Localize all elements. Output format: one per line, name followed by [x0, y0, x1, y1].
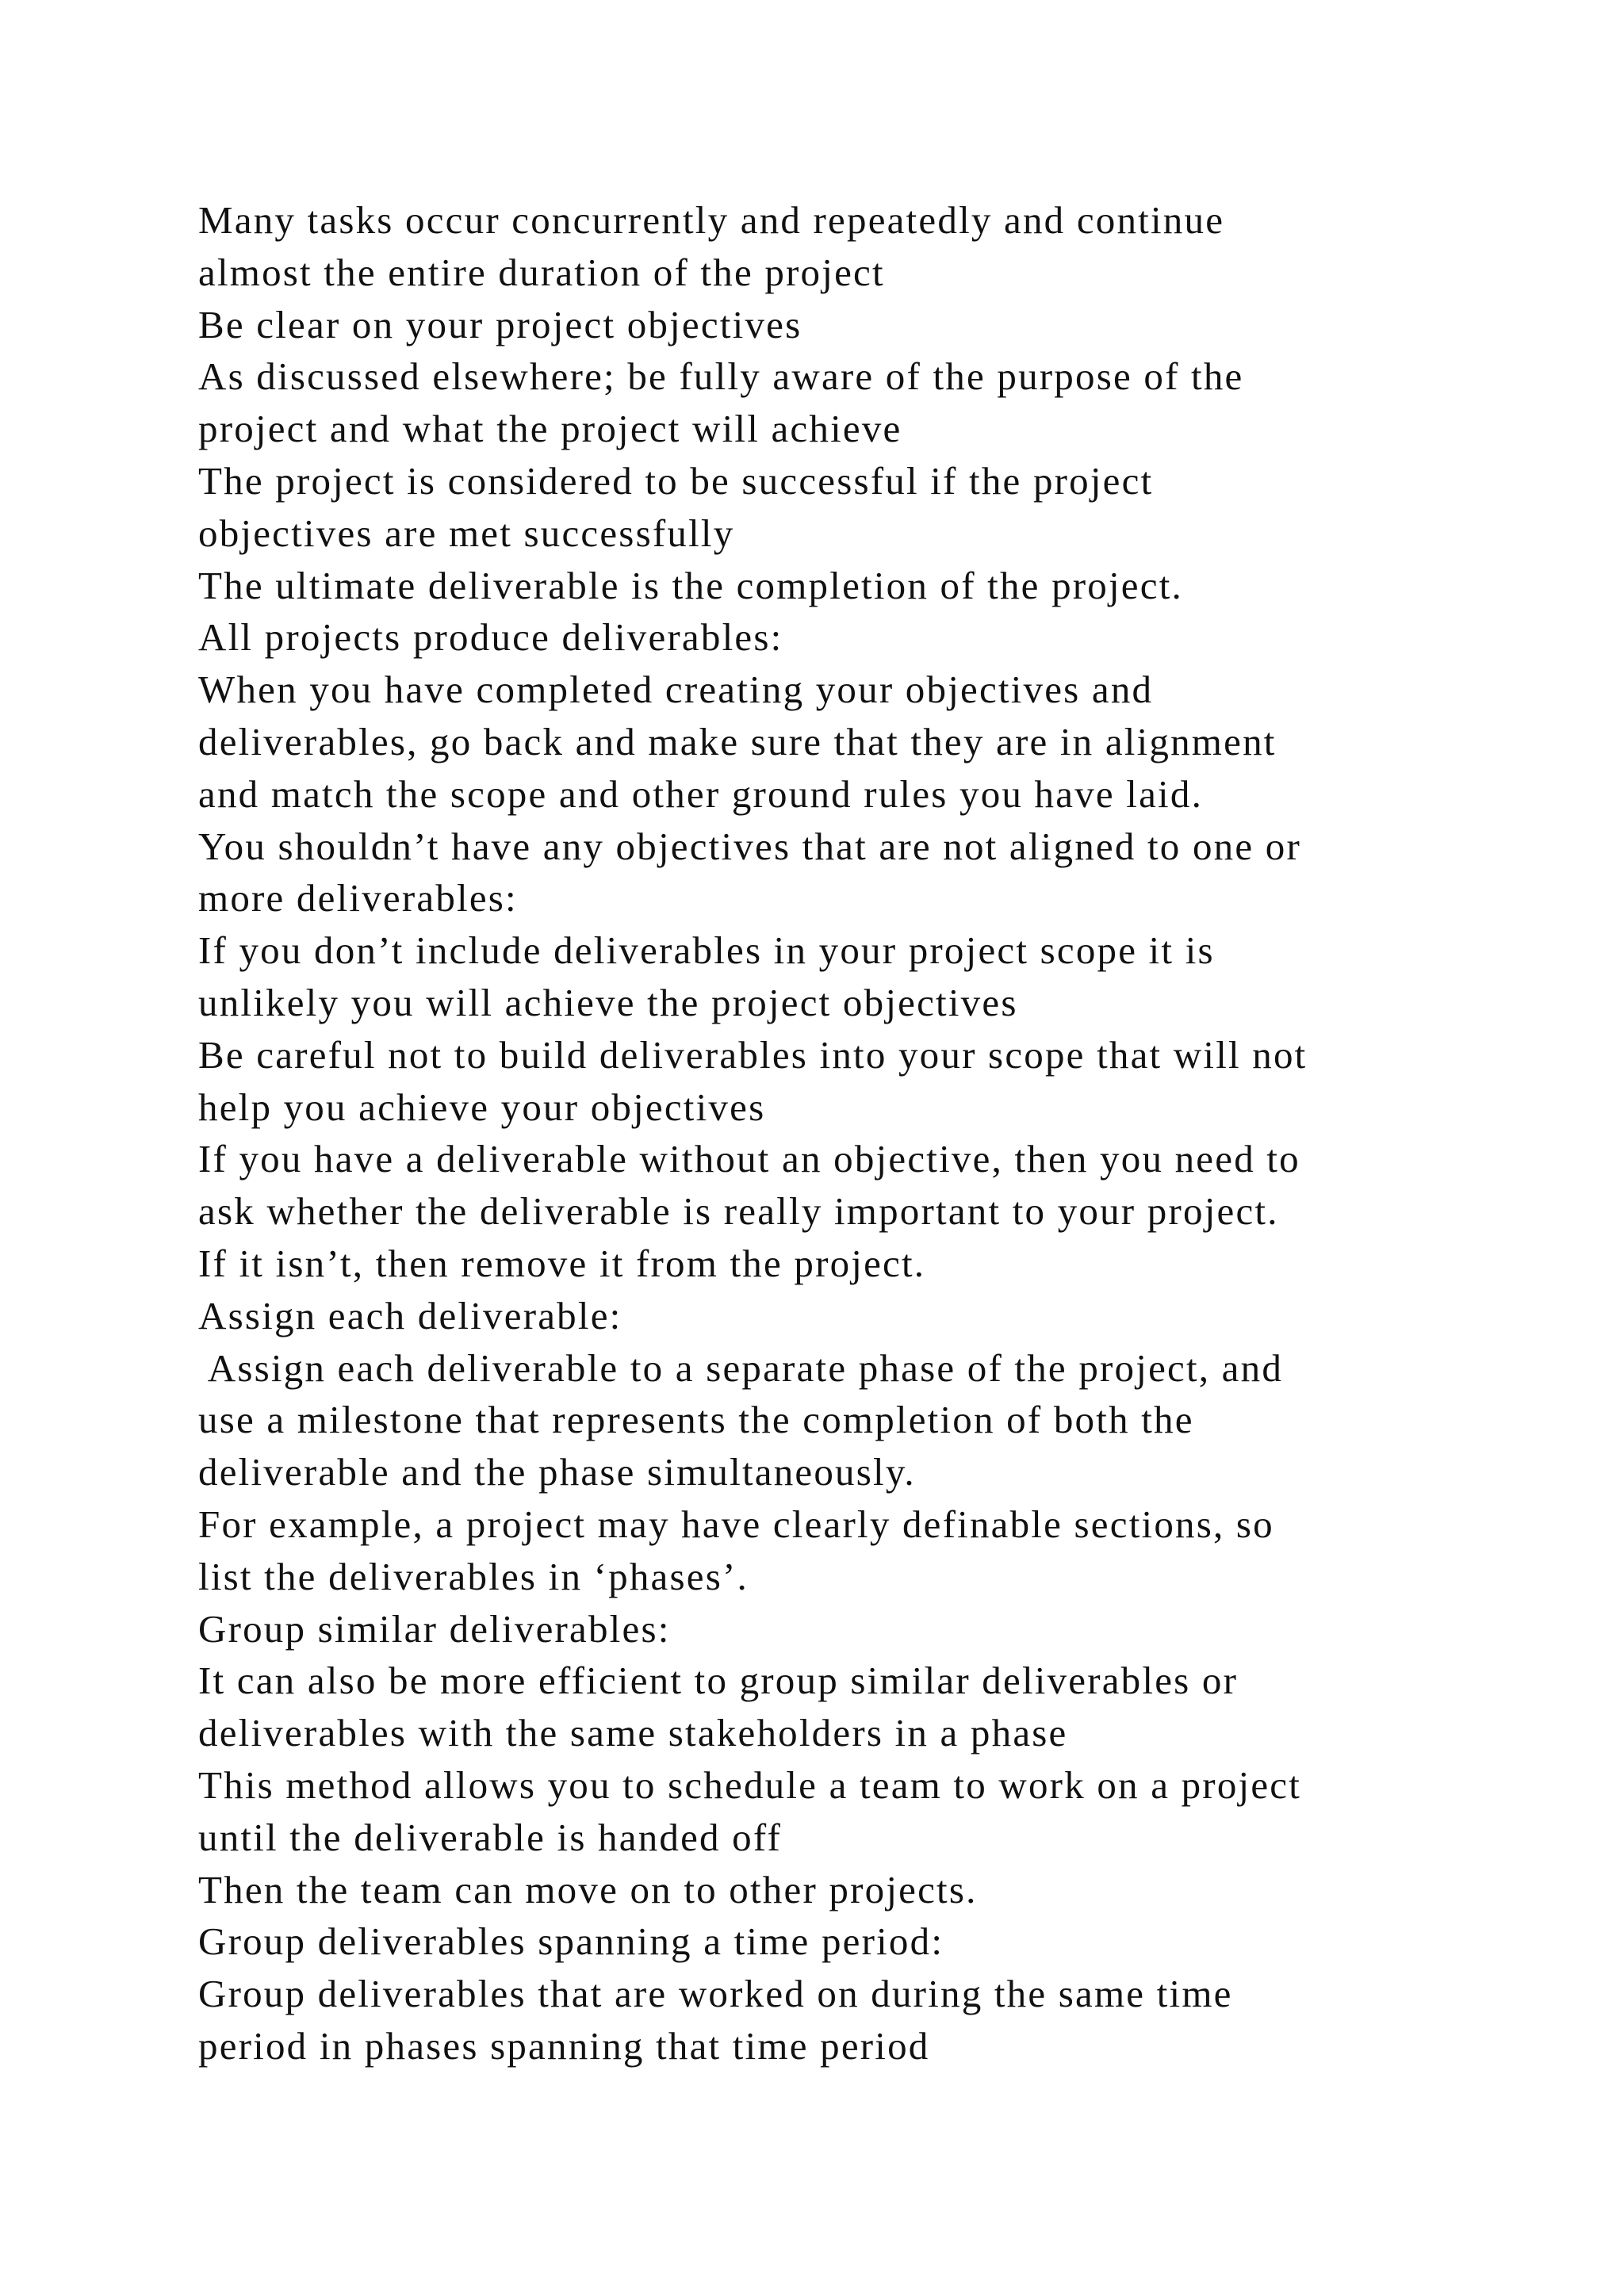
text-line: and match the scope and other ground rules you have laid. [198, 771, 1204, 816]
text-line: All projects produce deliverables: [198, 615, 783, 660]
text-line: You shouldn’t have any objectives that are not aligned to one or [198, 824, 1301, 868]
text-line: deliverables, go back and make sure that they are in alignment [198, 719, 1277, 763]
text-line: For example, a project may have clearly definable sections, so [198, 1502, 1274, 1546]
text-line: list the deliverables in ‘phases’. [198, 1554, 749, 1598]
text-line: If it isn’t, then remove it from the project. [198, 1241, 926, 1285]
text-line: Assign each deliverable to a separate phase of the project, and [198, 1345, 1284, 1390]
text-line: period in phases spanning that time period [198, 2023, 930, 2068]
text-line: until the deliverable is handed off [198, 1815, 783, 1859]
text-line: objectives are met successfully [198, 511, 735, 555]
text-line: deliverables with the same stakeholders in a phase [198, 1711, 1068, 1755]
text-line: ask whether the deliverable is really important to your project. [198, 1189, 1279, 1234]
text-line: When you have completed creating your objectives and [198, 668, 1154, 712]
text-line: almost the entire duration of the project [198, 250, 885, 294]
text-line: This method allows you to schedule a team to work on a project [198, 1762, 1302, 1807]
text-line: Group deliverables that are worked on during the same time [198, 1972, 1233, 2016]
text-line: Many tasks occur concurrently and repeatedly and continue [198, 198, 1225, 242]
text-line: As discussed elsewhere; be fully aware of the purpose of the [198, 354, 1244, 399]
text-line: deliverable and the phase simultaneously. [198, 1450, 916, 1494]
text-line: It can also be more efficient to group similar deliverables or [198, 1659, 1239, 1703]
text-line: If you don’t include deliverables in your project scope it is [198, 928, 1215, 973]
text-line: Group similar deliverables: [198, 1606, 671, 1651]
text-line: Then the team can move on to other projects. [198, 1867, 978, 1911]
document-body [198, 194, 1546, 2072]
text-line: project and what the project will achieve [198, 407, 902, 451]
text-line: The project is considered to be successful if the project [198, 458, 1154, 503]
text-line: more deliverables: [198, 876, 518, 920]
text-line: Assign each deliverable: [198, 1293, 622, 1337]
text-line: The ultimate deliverable is the completion of the project. [198, 563, 1183, 607]
text-line: If you have a deliverable without an objective, then you need to [198, 1137, 1300, 1181]
text-line: use a milestone that represents the completion of both the [198, 1398, 1194, 1442]
text-line: Be careful not to build deliverables into your scope that will not [198, 1032, 1308, 1077]
text-line: Group deliverables spanning a time period: [198, 1919, 944, 1964]
text-line: help you achieve your objectives [198, 1085, 766, 1129]
text-line: unlikely you will achieve the project objectives [198, 980, 1018, 1024]
text-line: Be clear on your project objectives [198, 302, 802, 346]
